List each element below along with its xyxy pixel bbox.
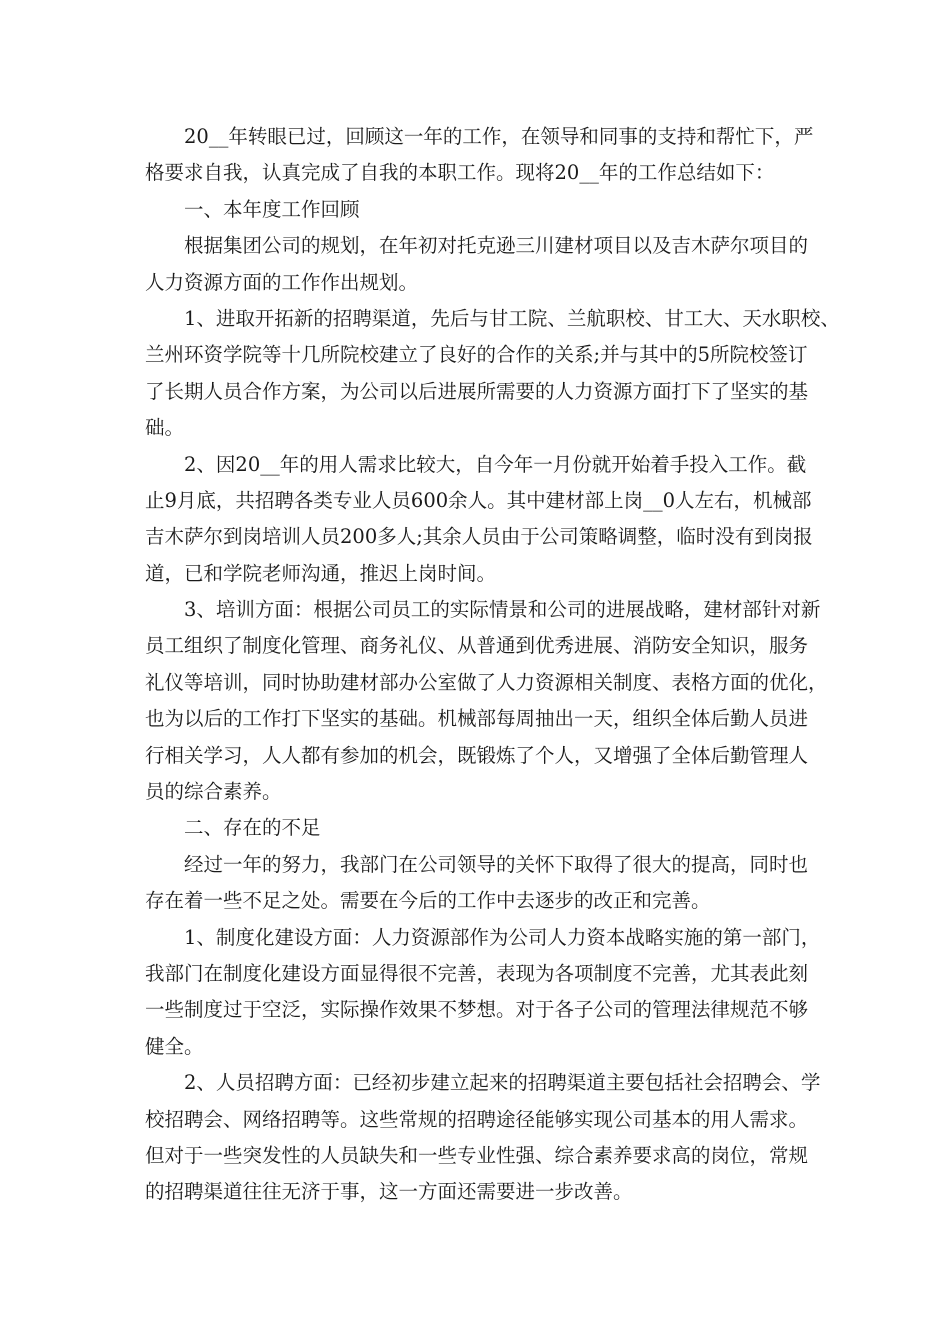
text-line: 校招聘会、网络招聘等。这些常规的招聘途径能够实现公司基本的用人需求。: [145, 1107, 809, 1131]
document-body: [145, 119, 840, 1211]
text-line: 1、进取开拓新的招聘渠道，先后与甘工院、兰航职校、甘工大、天水职校、: [184, 306, 840, 330]
text-line: 吉木萨尔到岗培训人员200多人;其余人员由于公司策略调整，临时没有到岗报: [145, 525, 813, 549]
paragraph: [145, 920, 825, 1066]
text-line: 行相关学习，人人都有参加的机会，既锻炼了个人，又增强了全体后勤管理人: [145, 743, 809, 767]
text-line: 一些制度过于空泛，实际操作效果不梦想。对于各子公司的管理法律规范不够: [145, 998, 809, 1022]
text-line: 2、人员招聘方面：已经初步建立起来的招聘渠道主要包括社会招聘会、学: [184, 1071, 821, 1095]
text-line: 道，已和学院老师沟通，推迟上岗时间。: [145, 561, 497, 585]
text-line: 礼仪等培训，同时协助建材部办公室做了人力资源相关制度、表格方面的优化，: [145, 670, 828, 694]
text-line: 止9月底，共招聘各类专业人员600余人。其中建材部上岗__0人左右，机械部: [145, 488, 812, 512]
text-line: 3、培训方面：根据公司员工的实际情景和公司的进展战略，建材部针对新: [184, 598, 821, 622]
text-line: 1、制度化建设方面：人力资源部作为公司人力资本战略实施的第一部门，: [184, 925, 821, 949]
text-line: 20__年转眼已过，回顾这一年的工作，在领导和同事的支持和帮忙下，严: [184, 125, 814, 148]
text-line: 础。: [145, 416, 185, 440]
paragraph: [145, 592, 828, 810]
paragraph: [145, 192, 825, 228]
text-line: 2、因20__年的用人需求比较大，自今年一月份就开始着手投入工作。截: [184, 452, 807, 476]
paragraph: [145, 447, 825, 593]
text-line: 兰州环资学院等十几所院校建立了良好的合作的关系;并与其中的5所院校签订: [145, 343, 808, 367]
text-line: 了长期人员合作方案，为公司以后进展所需要的人力资源方面打下了坚实的基: [145, 379, 809, 403]
text-line: 健全。: [145, 1034, 204, 1058]
text-line: 格要求自我，认真完成了自我的本职工作。现将20__年的工作总结如下：: [145, 161, 775, 185]
text-line: 经过一年的努力，我部门在公司领导的关怀下取得了很大的提高，同时也: [184, 852, 809, 876]
text-line: 根据集团公司的规划，在年初对托克逊三川建材项目以及吉木萨尔项目的: [184, 234, 809, 258]
text-line: 存在着一些不足之处。需要在今后的工作中去逐步的改正和完善。: [145, 889, 711, 913]
text-line: 员的综合素养。: [145, 780, 282, 804]
text-line: 二、存在的不足: [184, 816, 321, 840]
text-line: 人力资源方面的工作作出规划。: [145, 270, 419, 294]
text-line: 也为以后的工作打下坚实的基础。机械部每周抽出一天，组织全体后勤人员进: [145, 707, 809, 731]
paragraph: [145, 301, 840, 447]
paragraph: [145, 1065, 825, 1211]
paragraph: [145, 847, 825, 920]
text-line: 但对于一些突发性的人员缺失和一些专业性强、综合素养要求高的岗位，常规: [145, 1143, 809, 1167]
text-line: 我部门在制度化建设方面显得很不完善，表现为各项制度不完善，尤其表此刻: [145, 961, 809, 985]
paragraph: [145, 119, 825, 192]
text-line: 的招聘渠道往往无济于事，这一方面还需要进一步改善。: [145, 1180, 633, 1204]
paragraph: [145, 810, 825, 846]
text-line: 员工组织了制度化管理、商务礼仪、从普通到优秀进展、消防安全知识，服务: [145, 634, 809, 658]
paragraph: [145, 228, 825, 301]
text-line: 一、本年度工作回顾: [184, 197, 360, 221]
